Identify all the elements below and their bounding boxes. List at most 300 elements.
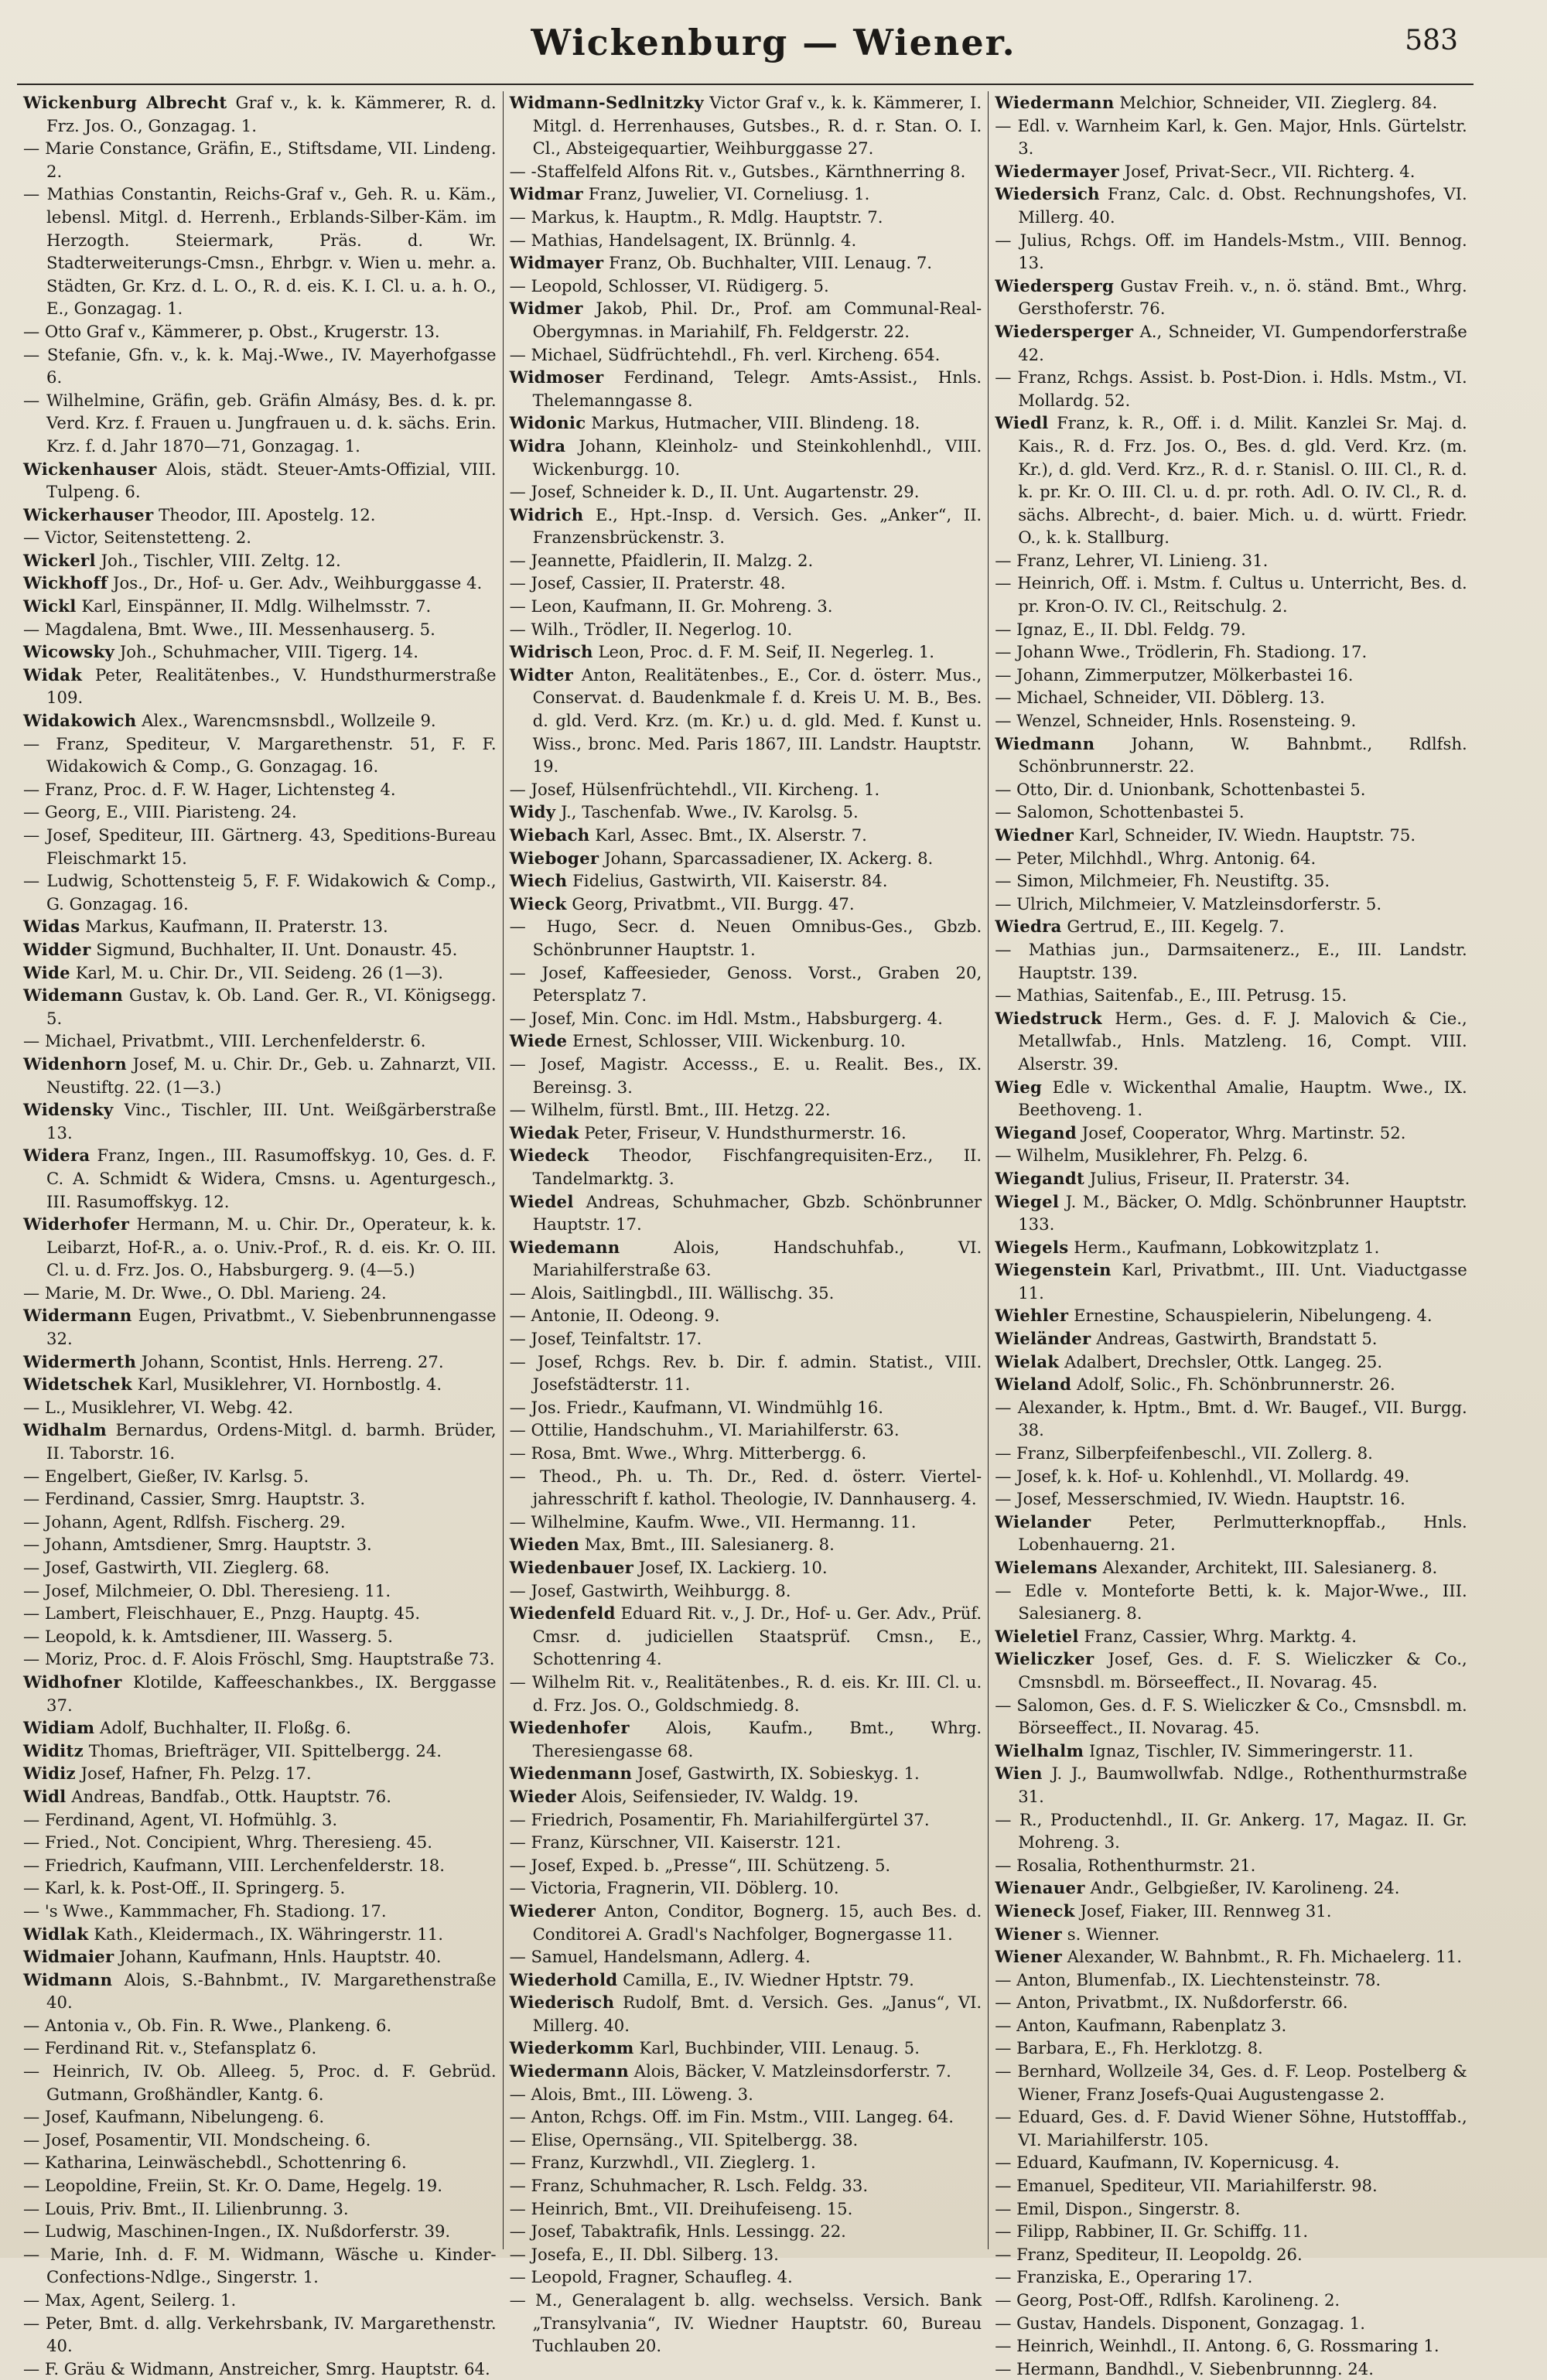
directory-entry [995, 709, 1467, 732]
directory-entry [23, 664, 497, 709]
directory-entry [23, 389, 497, 458]
entry-text: — F. Gräu & Widmann, Anstreicher, Smrg. Hauptstr. 64. [23, 2358, 490, 2378]
directory-entry [995, 2060, 1467, 2105]
entry-text: — Friedrich, Posamentir, Fh. Mariahilfergürtel 37. [509, 1809, 930, 1829]
entry-text: — Salomon, Ges. d. F. S. Wieliczker & Co., Cmsnsbdl. m. Börseeffect., II. Novarag. 45. [995, 1695, 1467, 1738]
directory-entry [995, 1144, 1467, 1167]
entry-text: — Friedrich, Kaufmann, VIII. Lerchenfelderstr. 18. [23, 1855, 445, 1875]
directory-entry [23, 961, 497, 985]
directory-entry [510, 480, 982, 504]
directory-entry [995, 938, 1467, 984]
entry-surname: Widmoser [509, 367, 604, 388]
entry-surname: Widder [23, 939, 91, 959]
entry-text: Alois, städt. Steuer-Amts-Offizial, VIII. Tulpeng. 6. [46, 459, 497, 502]
entry-text: Herm., Ges. d. F. J. Malovich & Cie., Metallwfab., Hnls. Matzleng. 16, Compt. VIII. Alserstr. 39. [1018, 1008, 1467, 1074]
entry-text: — Franz, Spediteur, V. Margarethenstr. 51, F. F. Widakowich & Comp., G. Gonzagag. 16. [23, 733, 497, 777]
directory-entry [510, 1282, 982, 1305]
directory-entry [510, 572, 982, 595]
entry-text: — Georg, Post-Off., Rdlfsh. Karolineng. 2. [995, 2290, 1340, 2310]
entry-text: — Mathias, Saitenfab., E., III. Petrusg. 15. [995, 985, 1347, 1006]
entry-text: Andreas, Bandfab., Ottk. Hauptstr. 76. [71, 1786, 391, 1806]
entry-text: — Stefanie, Gfn. v., k. k. Maj.-Wwe., IV. Mayerhofgasse 6. [23, 344, 497, 388]
directory-entry [23, 1533, 497, 1556]
directory-entry [995, 2289, 1467, 2312]
directory-entry [23, 1625, 497, 1648]
directory-entry [23, 1740, 497, 1763]
entry-surname: Widera [23, 1146, 90, 1166]
directory-entry [23, 1373, 497, 1396]
entry-text: — Josef, Hülsenfrüchtehdl., VII. Kircheng. 1. [509, 779, 880, 799]
directory-entry [995, 1396, 1467, 1442]
directory-entry [510, 1716, 982, 1762]
directory-entry [23, 1876, 497, 1900]
entry-surname: Wiegandt [995, 1168, 1085, 1188]
directory-entry [510, 2037, 982, 2060]
entry-text: Alois, Kaufm., Bmt., Whrg. Theresiengasse 68. [532, 1718, 982, 1760]
entry-text: — Emanuel, Spediteur, VII. Mariahilferstr. 98. [995, 2176, 1378, 2196]
entry-text: A., Schneider, VI. Gumpendorferstraße 42. [1018, 321, 1467, 364]
entry-text: Franz, Calc. d. Obst. Rechnungshofes, VI. Millerg. 40. [1018, 184, 1467, 227]
entry-text: — Alois, Bmt., III. Löweng. 3. [509, 2084, 753, 2104]
entry-text: Eduard Rit. v., J. Dr., Hof- u. Ger. Adv., Prüf. Cmsr. d. judiciellen Staatsprüf. Cmsn., E., Schottenring 4. [532, 1603, 982, 1669]
directory-entry [995, 1327, 1467, 1350]
entry-text: Klotilde, Kaffeeschankbes., IX. Berggasse 37. [46, 1671, 497, 1715]
entry-text: Karl, M. u. Chir. Dr., VII. Seideng. 26 (1—3). [75, 962, 443, 982]
entry-text: — Franz, Schuhmacher, R. Lsch. Feldg. 33. [509, 2176, 869, 2196]
entry-text: — Franziska, E., Operaring 17. [995, 2267, 1253, 2287]
entry-text: Johann, W. Bahnbmt., Rdlfsh. Schönbrunnerstr. 22. [1018, 733, 1467, 777]
entry-text: Sigmund, Buchhalter, II. Unt. Donaustr. 45. [96, 939, 458, 959]
directory-entry [995, 229, 1467, 275]
entry-text: — Wilhelm, Musiklehrer, Fh. Pelzg. 6. [995, 1146, 1309, 1166]
entry-text: Peter, Friseur, V. Hundsthurmerstr. 16. [584, 1122, 907, 1142]
entry-surname: Wienauer [995, 1878, 1085, 1898]
entry-surname: Wiedner [995, 825, 1074, 845]
directory-entry [23, 2014, 497, 2037]
entry-surname: Wieck [509, 893, 567, 913]
column-1 [17, 91, 503, 2378]
entry-text: Joh., Tischler, VIII. Zeltg. 12. [101, 550, 341, 570]
entry-text: — Ludwig, Maschinen-Ingen., IX. Nußdorferstr. 39. [23, 2221, 451, 2242]
directory-entry [510, 2083, 982, 2106]
entry-text: Edle v. Wickenthal Amalie, Hauptm. Wwe., IX. Beethoveng. 1. [1018, 1077, 1467, 1120]
entry-text: — Franz, Proc. d. F. W. Hager, Lichtensteg 4. [23, 779, 396, 799]
entry-surname: Widas [23, 917, 80, 937]
entry-surname: Wiede [509, 1031, 568, 1051]
entry-text: — Wilh., Trödler, II. Negerlog. 10. [509, 619, 793, 639]
directory-entry [23, 572, 497, 595]
directory-entry [510, 847, 982, 870]
directory-entry [510, 2060, 982, 2083]
entry-text: — Katharina, Leinwäschebdl., Schottenring 6. [23, 2153, 407, 2173]
directory-entry [510, 664, 982, 778]
entry-text: Andreas, Gastwirth, Brandstatt 5. [1096, 1329, 1378, 1349]
entry-surname: Wieder [509, 1786, 576, 1806]
directory-entry [995, 847, 1467, 870]
entry-text: — Johann Wwe., Trödlerin, Fh. Stadiong. 17. [995, 642, 1368, 662]
directory-entry [995, 1579, 1467, 1625]
directory-entry [510, 1304, 982, 1327]
entry-text: — Julius, Rchgs. Off. im Handels-Mstm., VIII. Bennog. 13. [995, 230, 1467, 273]
entry-text: — Karl, k. k. Post-Off., II. Springerg. 5. [23, 1878, 346, 1898]
entry-text: — Magdalena, Bmt. Wwe., III. Messenhauserg. 5. [23, 619, 435, 639]
entry-text: Ignaz, Tischler, IV. Simmeringerstr. 11. [1088, 1740, 1414, 1760]
directory-entry [510, 1900, 982, 1945]
entry-text: — Josef, Teinfaltstr. 17. [509, 1329, 702, 1349]
directory-entry [995, 2266, 1467, 2289]
entry-text: Bernardus, Ordens-Mitgl. d. barmh. Brüder, II. Taborstr. 16. [46, 1420, 497, 1463]
entry-surname: Widiam [23, 1718, 95, 1738]
entry-text: — Ulrich, Milchmeier, V. Matzleinsdorferstr. 5. [995, 893, 1382, 913]
entry-surname: Widy [509, 802, 556, 822]
directory-entry [23, 549, 497, 572]
directory-entry [23, 1831, 497, 1854]
entry-text: — Edl. v. Warnheim Karl, k. Gen. Major, Hnls. Gürtelstr. 3. [995, 115, 1467, 159]
directory-entry [510, 1969, 982, 1992]
entry-text: — Heinrich, Off. i. Mstm. f. Cultus u. Unterricht, Bes. d. pr. Kron-O. IV. Cl., Reitschulg. 2. [995, 573, 1467, 616]
directory-entry [995, 160, 1467, 183]
entry-text: Markus, Hutmacher, VIII. Blindeng. 18. [591, 413, 920, 433]
directory-entry [23, 1465, 497, 1488]
entry-surname: Wieden [509, 1535, 580, 1555]
directory-entry [995, 1122, 1467, 1145]
directory-entry [23, 640, 497, 664]
entry-surname: Widonic [509, 413, 586, 433]
directory-entry [510, 1556, 982, 1579]
entry-text: — Josef, Rchgs. Rev. b. Dir. f. admin. Statist., VIII. Josefstädterstr. 11. [509, 1351, 982, 1395]
entry-text: Jakob, Phil. Dr., Prof. am Communal-Real-Obergymnas. in Mariahilf, Fh. Feldgerstr. 22. [532, 299, 982, 341]
page-title: Wickenburg — Wiener. [531, 22, 1016, 63]
entry-surname: Wieboger [509, 848, 599, 868]
directory-entry [510, 2266, 982, 2289]
entry-text: — Moriz, Proc. d. F. Alois Fröschl, Smg. Hauptstraße 73. [23, 1649, 495, 1669]
entry-surname: Wiener [995, 1947, 1062, 1967]
entry-text: — Jos. Friedr., Kaufmann, VI. Windmühlg 16. [509, 1397, 883, 1417]
directory-entry [995, 618, 1467, 641]
directory-entry [23, 915, 497, 938]
header-rule [17, 84, 1474, 85]
entry-surname: Widter [509, 664, 574, 685]
directory-entry [23, 1969, 497, 2014]
entry-text: — Josef, Magistr. Accesss., E. u. Realit. Bes., IX. Bereinsg. 3. [509, 1053, 982, 1097]
directory-entry [995, 1648, 1467, 1693]
entry-text: Johann, Sparcassadiener, IX. Ackerg. 8. [604, 848, 934, 868]
entry-surname: Wiederisch [509, 1992, 615, 2013]
directory-entry [23, 1511, 497, 1534]
directory-entry [510, 549, 982, 572]
entry-text: — Anton, Kaufmann, Rabenplatz 3. [995, 2015, 1287, 2035]
entry-text: — Josef, Exped. b. „Presse“, III. Schützeng. 5. [509, 1855, 891, 1875]
directory-entry [23, 1900, 497, 1923]
directory-entry [995, 1442, 1467, 1465]
directory-entry [995, 114, 1467, 160]
directory-entry [23, 1419, 497, 1464]
entry-text: Josef, M. u. Chir. Dr., Geb. u. Zahnarzt, VII. Neustiftg. 22. (1—3.) [46, 1053, 497, 1097]
directory-entry [995, 1808, 1467, 1854]
entry-text: — Josef, Milchmeier, O. Dbl. Theresieng. 11. [23, 1580, 391, 1600]
directory-entry [995, 572, 1467, 617]
directory-entry [23, 709, 497, 732]
entry-text: — Anton, Blumenfab., IX. Liechtensteinstr. 78. [995, 1969, 1381, 1989]
entry-surname: Wielak [995, 1351, 1060, 1371]
entry-text: — Alexander, k. Hptm., Bmt. d. Wr. Baugef., VII. Burgg. 38. [995, 1397, 1467, 1440]
directory-entry [510, 1190, 982, 1236]
entry-text: Kath., Kleidermach., IX. Währingerstr. 11. [94, 1924, 443, 1944]
directory-entry [995, 2334, 1467, 2358]
entry-surname: Wiederer [509, 1900, 596, 1921]
directory-entry [510, 366, 982, 411]
directory-entry [510, 1579, 982, 1603]
directory-entry [23, 2151, 497, 2174]
directory-entry [23, 1579, 497, 1603]
directory-entry [510, 824, 982, 847]
directory-entry [510, 640, 982, 664]
entry-text: — Franz, Rchgs. Assist. b. Post-Dion. i. Hdls. Mstm., VI. Mollardg. 52. [995, 367, 1467, 410]
directory-entry [995, 2312, 1467, 2335]
entry-text: — Josef, Cassier, II. Praterstr. 48. [509, 573, 786, 593]
directory-entry [23, 2220, 497, 2243]
entry-surname: Wiederhold [509, 1969, 618, 1989]
entry-text: Max, Bmt., III. Salesianerg. 8. [584, 1535, 835, 1555]
directory-entry [23, 1396, 497, 1419]
entry-surname: Widensky [23, 1100, 114, 1120]
entry-text: — Mathias Constantin, Reichs-Graf v., Geh. R. u. Käm., lebensl. Mitgl. d. Herrenh., Erblands-Silber-Käm. im Herzogth. Steiermark, Präs. d. Wr. Stadterweiterungs-Cmsn., Ehrbgr. v. Wien u. mehr. a. Städten, Gr. Krz. d. L. O., R. d. eis. K. I. Cl. u. a. h. O., E., Gonzagag. 1. [23, 184, 497, 319]
entry-surname: Wieliczker [995, 1649, 1095, 1669]
directory-entry [510, 2174, 982, 2197]
directory-entry [23, 1282, 497, 1305]
entry-text: — Georg, E., VIII. Piaristeng. 24. [23, 802, 297, 822]
directory-entry [23, 1648, 497, 1671]
entry-text: Karl, Einspänner, II. Mdlg. Wilhelmsstr. 7. [81, 596, 432, 616]
entry-text: Josef, Hafner, Fh. Pelzg. 17. [80, 1764, 312, 1784]
entry-text: — Franz, Lehrer, VI. Linieng. 31. [995, 550, 1269, 570]
directory-entry [510, 1327, 982, 1350]
directory-entry [995, 984, 1467, 1007]
entry-surname: Widmaier [23, 1947, 114, 1967]
entry-surname: Wiedemann [509, 1237, 620, 1257]
entry-surname: Widmann-Sedlnitzky [509, 93, 704, 112]
entry-text: — Hermann, Bandhdl., V. Siebenbrunnng. 24. [995, 2358, 1374, 2378]
directory-entry [510, 1236, 982, 1282]
directory-entry [23, 1556, 497, 1579]
entry-text: — Rosalia, Rothenthurmstr. 21. [995, 1855, 1256, 1875]
entry-text: Alexander, W. Bahnbmt., R. Fh. Michaelerg. 11. [1067, 1947, 1462, 1967]
entry-text: — Engelbert, Gießer, IV. Karlsg. 5. [23, 1466, 309, 1486]
directory-entry [23, 1785, 497, 1808]
directory-entry [510, 595, 982, 618]
directory-entry [23, 2312, 497, 2358]
entry-text: Theodor, III. Apostelg. 12. [159, 504, 376, 524]
entry-text: — Franz, Silberpfeifenbeschl., VII. Zollerg. 8. [995, 1443, 1373, 1463]
directory-entry [23, 824, 497, 869]
directory-entry [23, 2243, 497, 2289]
entry-text: Johann, Scontist, Hnls. Herreng. 27. [141, 1351, 444, 1371]
entry-text: — Gustav, Handels. Disponent, Gonzagag. 1. [995, 2313, 1365, 2333]
entry-surname: Wielhalm [995, 1740, 1084, 1760]
entry-text: — Bernhard, Wollzeile 34, Ges. d. F. Leop. Postelberg & Wiener, Franz Josefs-Quai Augustengasse 2. [995, 2061, 1467, 2104]
entry-text: — Ottilie, Handschuhm., VI. Mariahilferstr. 63. [509, 1420, 900, 1440]
entry-text: Thomas, Briefträger, VII. Spittelbergg. 24. [88, 1740, 442, 1760]
entry-surname: Wielander [995, 1511, 1091, 1531]
entry-text: Alex., Warencmsnsbdl., Wollzeile 9. [142, 711, 436, 731]
directory-entry [23, 2289, 497, 2312]
entry-text: J., Taschenfab. Wwe., IV. Karolsg. 5. [561, 802, 859, 822]
directory-entry [995, 1258, 1467, 1304]
entry-surname: Widrich [509, 504, 584, 524]
entry-surname: Widhalm [23, 1420, 107, 1440]
entry-text: Franz, Ob. Buchhalter, VIII. Lenaug. 7. [609, 253, 933, 273]
directory-entry [23, 1098, 497, 1144]
entry-surname: Wiedel [509, 1191, 574, 1211]
entry-text: Anton, Conditor, Bognerg. 15, auch Bes. d. Conditorei A. Gradl's Nachfolger, Bognergasse 11. [532, 1900, 982, 1944]
directory-entry [510, 2243, 982, 2266]
entry-text: Andreas, Schuhmacher, Gbzb. Schönbrunner Hauptstr. 17. [532, 1191, 982, 1234]
entry-text: — Eduard, Ges. d. F. David Wiener Söhne, Hutstofffab., VI. Mariahilferstr. 105. [995, 2107, 1467, 2150]
directory-entry [995, 778, 1467, 801]
directory-entry [995, 320, 1467, 366]
directory-entry [510, 1442, 982, 1465]
entry-surname: Wiedra [995, 917, 1062, 937]
directory-entry [995, 366, 1467, 411]
entry-surname: Wickerhauser [23, 504, 154, 524]
entry-text: — Heinrich, IV. Ob. Alleeg. 5, Proc. d. F. Gebrüd. Gutmann, Großhändler, Kantg. 6. [23, 2061, 497, 2104]
page-header [0, 22, 1547, 76]
entry-surname: Wiedmann [995, 733, 1095, 753]
entry-surname: Wickerl [23, 550, 96, 570]
entry-text: — Mathias, Handelsagent, IX. Brünnlg. 4. [509, 230, 857, 250]
entry-text: Johann, Kleinholz- und Steinkohlenhdl., VIII. Wickenburgg. 10. [532, 435, 982, 479]
entry-surname: Wiebach [509, 825, 590, 845]
directory-entry [23, 1144, 497, 1213]
directory-entry [995, 1511, 1467, 1556]
directory-entry [510, 1465, 982, 1511]
entry-text: — Max, Agent, Seilerg. 1. [23, 2290, 237, 2310]
entry-surname: Widlak [23, 1924, 89, 1944]
entry-surname: Widermerth [23, 1351, 137, 1371]
entry-text: — Leopold, Schlosser, VI. Rüdigerg. 5. [509, 275, 829, 295]
directory-entry [995, 1991, 1467, 2014]
entry-surname: Widerhofer [23, 1214, 130, 1234]
directory-entry [995, 2151, 1467, 2174]
entry-text: — Heinrich, Bmt., VII. Dreihufeiseng. 15. [509, 2198, 853, 2218]
entry-text: — Josefa, E., II. Dbl. Silberg. 13. [509, 2244, 779, 2264]
entry-surname: Wiener [995, 1924, 1062, 1944]
directory-entry [510, 2289, 982, 2358]
entry-surname: Wiedl [995, 413, 1049, 433]
entry-text: — Wilhelm Rit. v., Realitätenbes., R. d. eis. Kr. III. Cl. u. d. Frz. Jos. O., Goldschmiedg. 8. [509, 1671, 982, 1715]
entry-text: — Franz, Spediteur, II. Leopoldg. 26. [995, 2244, 1303, 2264]
entry-text: — Eduard, Kaufmann, IV. Kopernicusg. 4. [995, 2153, 1340, 2173]
entry-text: — Ignaz, E., II. Dbl. Feldg. 79. [995, 619, 1246, 639]
entry-text: — Josef, Schneider k. D., II. Unt. Augartenstr. 29. [509, 482, 920, 502]
directory-entry [510, 504, 982, 549]
directory-entry [510, 343, 982, 367]
directory-entry [510, 1030, 982, 1053]
directory-entry [995, 2243, 1467, 2266]
entry-text: — Simon, Milchmeier, Fh. Neustiftg. 35. [995, 871, 1330, 891]
entry-text: — Otto, Dir. d. Unionbank, Schottenbastei 5. [995, 779, 1366, 799]
entry-text: — M., Generalagent b. allg. wechselss. Versich. Bank „Transylvania“, IV. Wiedner Hauptstr. 60, Bureau Tuchlauben 20. [509, 2290, 982, 2356]
directory-entry [23, 938, 497, 961]
directory-entry [23, 2105, 497, 2129]
entry-text: Adalbert, Drechsler, Ottk. Langeg. 25. [1064, 1351, 1383, 1371]
entry-text: — Ferdinand Rit. v., Stefansplatz 6. [23, 2038, 317, 2058]
directory-entry [23, 91, 497, 137]
entry-text: — L., Musiklehrer, VI. Webg. 42. [23, 1397, 293, 1417]
directory-entry [23, 2174, 497, 2197]
entry-surname: Wiedak [509, 1122, 579, 1142]
directory-entry [995, 1487, 1467, 1511]
entry-surname: Wieg [995, 1077, 1043, 1097]
entry-surname: Widemann [23, 985, 124, 1006]
entry-text: — Leopoldine, Freiin, St. Kr. O. Dame, Hegelg. 19. [23, 2176, 442, 2196]
directory-entry [23, 137, 497, 183]
directory-entry [23, 869, 497, 915]
directory-entry [23, 732, 497, 778]
entry-surname: Wickenburg Albrecht [23, 93, 227, 112]
directory-entry [995, 664, 1467, 687]
entry-surname: Wickenhauser [23, 459, 157, 479]
directory-entry [23, 320, 497, 343]
directory-entry [510, 1533, 982, 1556]
entry-text: Franz, Ingen., III. Rasumoffskyg. 10, Ges. d. F. C. A. Schmidt & Widera, Cmsns. u. Agenturgesch., III. Rasumoffskyg. 12. [46, 1146, 497, 1211]
entry-text: Karl, Assec. Bmt., IX. Alserstr. 7. [595, 825, 867, 845]
entry-text: Melchior, Schneider, VII. Zieglerg. 84. [1119, 93, 1438, 112]
directory-entry [510, 618, 982, 641]
directory-entry [510, 251, 982, 275]
directory-entry [995, 1556, 1467, 1579]
entry-surname: Wiedenmann [509, 1764, 633, 1784]
entry-text: — Louis, Priv. Bmt., II. Lilienbrunng. 3. [23, 2198, 349, 2218]
column-2 [503, 91, 989, 2356]
directory-entry [995, 411, 1467, 549]
directory-entry [995, 1625, 1467, 1648]
entry-surname: Wiedenhofer [509, 1718, 630, 1738]
entry-text: Gertrud, E., III. Kegelg. 7. [1067, 917, 1285, 937]
directory-entry [510, 869, 982, 893]
entry-text: Peter, Realitätenbes., V. Hundsthurmerstraße 109. [46, 664, 497, 708]
directory-entry [510, 1876, 982, 1900]
entry-text: — Salomon, Schottenbastei 5. [995, 802, 1245, 822]
entry-surname: Wien [995, 1764, 1043, 1784]
directory-entry [510, 1053, 982, 1098]
entry-text: Theodor, Fischfangrequisiten-Erz., II. Tandelmarktg. 3. [532, 1146, 982, 1188]
entry-text: — Peter, Milchhdl., Whrg. Antonig. 64. [995, 848, 1316, 868]
directory-entry [510, 915, 982, 961]
directory-entry [995, 91, 1467, 114]
entry-text: — Anton, Privatbmt., IX. Nußdorferstr. 66. [995, 1992, 1348, 2013]
entry-surname: Widermann [23, 1306, 132, 1326]
directory-entry [995, 2105, 1467, 2151]
directory-entry [995, 1854, 1467, 1877]
entry-text: Alois, Bäcker, V. Matzleinsdorferstr. 7. [633, 2061, 951, 2081]
entry-text: Andr., Gelbgießer, IV. Karolineng. 24. [1090, 1878, 1400, 1898]
entry-text: — Josef, Posamentir, VII. Mondscheing. 6. [23, 2129, 371, 2150]
entry-text: Herm., Kaufmann, Lobkowitzplatz 1. [1074, 1237, 1380, 1257]
entry-surname: Wiegenstein [995, 1260, 1112, 1280]
entry-text: — Michael, Südfrüchtehdl., Fh. verl. Kircheng. 654. [509, 344, 941, 364]
directory-entry [510, 275, 982, 298]
directory-entry [23, 2197, 497, 2221]
directory-entry [995, 549, 1467, 572]
directory-entry [23, 1350, 497, 1374]
entry-text: Julius, Friseur, II. Praterstr. 34. [1089, 1168, 1351, 1188]
directory-entry [23, 1602, 497, 1625]
entry-surname: Widakowich [23, 711, 137, 731]
entry-text: — Barbara, E., Fh. Herklotzg. 8. [995, 2038, 1263, 2058]
entry-text: Josef, IX. Lackierg. 10. [638, 1558, 828, 1577]
entry-text: — Josef, Messerschmied, IV. Wiedn. Hauptstr. 16. [995, 1489, 1405, 1509]
